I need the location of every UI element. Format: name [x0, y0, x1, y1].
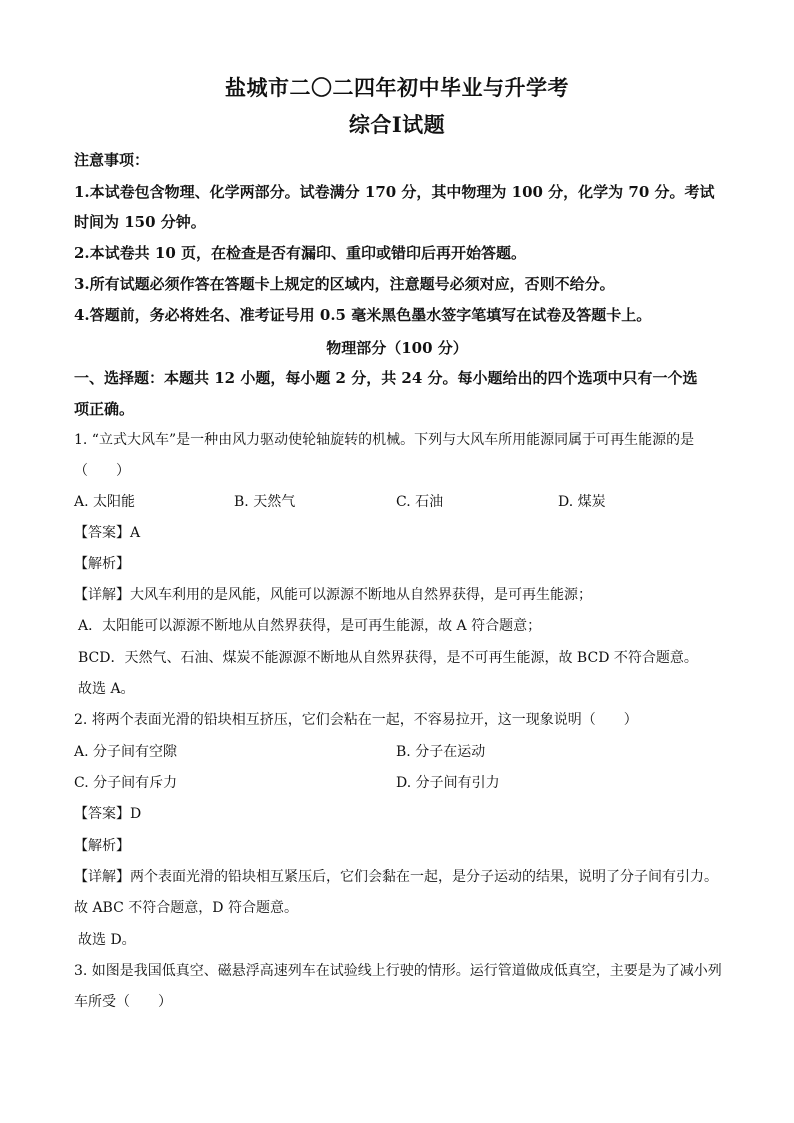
notes-heading: 注意事项： — [74, 151, 150, 169]
q1-analysis: 【解析】 — [74, 556, 130, 572]
q1-option-c: C. 石油 — [396, 494, 444, 510]
q1-stem-line-2: （ ） — [74, 463, 130, 479]
q2-detail-2: 故 ABC 不符合题意，D 符合题意。 — [74, 900, 298, 916]
q1-choose: 故选 A。 — [78, 681, 135, 697]
q3-stem-line-2: 车所受（ ） — [74, 994, 172, 1010]
q2-option-c: C. 分子间有斥力 — [74, 775, 178, 791]
q2-option-b: B. 分子在运动 — [396, 744, 486, 760]
q1-stem-line-1: 1. “立式大风车”是一种由风力驱动使轮轴旋转的机械。下列与大风车所用能源同属于可再生能源的是 — [74, 432, 695, 448]
q1-detail: 【详解】大风车利用的是风能，风能可以源源不断地从自然界获得，是可再生能源； — [74, 587, 592, 603]
q2-answer: 【答案】D — [74, 806, 142, 822]
note-1-line-1: 1.本试卷包含物理、化学两部分。试卷满分 170 分，其中物理为 100 分，化学为 70 分。考试 — [74, 183, 715, 201]
q2-detail: 【详解】两个表面光滑的铅块相互紧压后，它们会黏在一起，是分子运动的结果，说明了分子间有引力。 — [74, 869, 718, 885]
q2-option-a: A. 分子间有空隙 — [74, 744, 178, 760]
note-4: 4.答题前，务必将姓名、准考证号用 0.5 毫米黑色墨水签字笔填写在试卷及答题卡上。 — [74, 306, 652, 324]
note-3: 3.所有试题必须作答在答题卡上规定的区域内，注意题号必须对应，否则不给分。 — [74, 275, 615, 293]
q1-option-d: D. 煤炭 — [558, 494, 606, 510]
note-2: 2.本试卷共 10 页，在检查是否有漏印、重印或错印后再开始答题。 — [74, 244, 526, 262]
q2-stem: 2. 将两个表面光滑的铅块相互挤压，它们会粘在一起，不容易拉开，这一现象说明（ ） — [74, 712, 638, 728]
q3-stem-line-1: 3. 如图是我国低真空、磁悬浮高速列车在试验线上行驶的情形。运行管道做成低真空，主要是为了减小列 — [74, 963, 722, 979]
q1-explain-a: A．太阳能可以源源不断地从自然界获得，是可再生能源，故 A 符合题意； — [78, 618, 542, 634]
q1-option-a: A. 太阳能 — [74, 494, 136, 510]
part1-heading-line-2: 项正确。 — [74, 400, 135, 418]
q1-explain-bcd: BCD．天然气、石油、煤炭不能源源不断地从自然界获得，是不可再生能源，故 BCD 不符合题意。 — [78, 650, 698, 666]
exam-subtitle: 综合Ⅰ试题 — [348, 112, 446, 137]
q2-choose: 故选 D。 — [78, 932, 136, 948]
q2-option-d: D. 分子间有引力 — [396, 775, 500, 791]
note-1-line-2: 时间为 150 分钟。 — [74, 213, 206, 231]
section-title: 物理部分（100 分） — [326, 339, 468, 357]
exam-title: 盐城市二〇二四年初中毕业与升学考 — [225, 75, 569, 100]
q2-analysis: 【解析】 — [74, 838, 130, 854]
part1-heading-line-1: 一、选择题：本题共 12 小题，每小题 2 分，共 24 分。每小题给出的四个选项中只有一个选 — [74, 369, 698, 387]
q1-answer: 【答案】A — [74, 525, 141, 541]
q1-option-b: B. 天然气 — [234, 494, 296, 510]
